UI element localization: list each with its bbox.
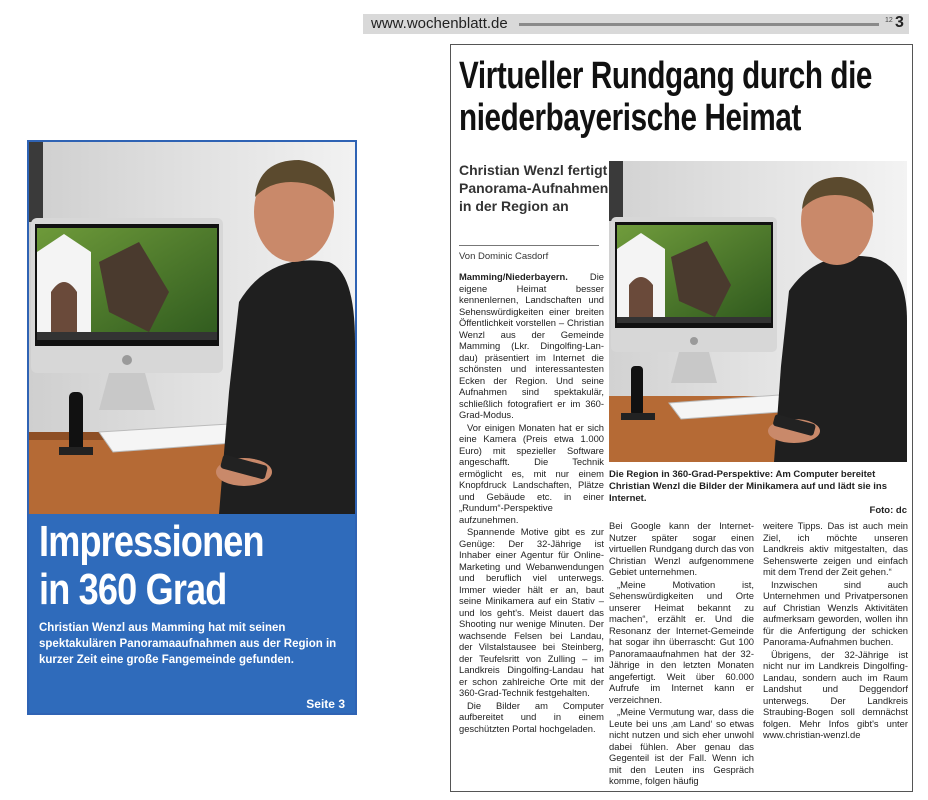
teaser-box[interactable]: [27, 140, 357, 715]
photo-man-at-computer: [29, 142, 355, 514]
page-header: [363, 14, 909, 34]
photo-caption: [609, 469, 907, 517]
paragraph: weitere Tipps. Das ist auch mein Ziel, ich möchte unseren Landkreis aktiv mitgestalten, das Sehenswerte zeigen und einfach mit dem Trend der Zeit gehen.“: [763, 520, 908, 577]
paragraph: [459, 271, 604, 421]
paragraph: Übrigens, der 32-Jährige ist nicht nur im Landkreis Dingolfing-Landau, sondern auch im Raum Landshut und Deggendorf unterwegs. Der Landkreis Straubing-Bogen soll demnächst folgen. Mehr Infos gibt's unter www.christian-wenzl.de: [763, 648, 908, 740]
photo-man-at-computer: [609, 161, 907, 462]
paragraph: Spannende Motive gibt es zur Genüge: Der 32-Jährige ist Inhaber einer Agentur für Online-Marketing und Webanwendungen und beruflich viel unterwegs. Immer wieder hält er an, baut seine Minikamera auf ein Stativ – und los geht's. Meist dauert das Shooting nur wenige Minuten. Der wachsende Felsen bei Landau, der Vilstalstausee bei Steinberg, der Teufelsritt von Zulling – im Landkreis Dingolfing-Landau hat er schon zahlreiche Orte mit der 360-Grad-Technik festgehalten.: [459, 526, 604, 698]
dateline: Mamming/Niederbayern.: [459, 271, 568, 282]
paragraph: Inzwischen sind auch Unternehmen und Privatpersonen auf Christian Wenzls Aktivitäten aufmerksam geworden, wollen ihn für die Anfertigung der schicken Panorama-Aufnahmen buchen.: [763, 578, 908, 647]
byline-rule: [459, 245, 599, 246]
article-column-1: [459, 271, 604, 735]
teaser-page-link[interactable]: Seite 3: [306, 697, 345, 711]
article-column-2: [609, 520, 754, 788]
teaser-headline-line1: Impressionen: [39, 517, 264, 566]
paragraph: Bei Google kann der Internet-Nutzer später sogar einen virtuellen Rundgang durch das von Christian Wenzl aufgenommene Gebiet unternehmen.: [609, 520, 754, 577]
site-url[interactable]: www.wochenblatt.de: [371, 15, 508, 32]
paragraph: Vor einigen Monaten hat er sich eine Kamera (Preis etwa 1.000 Euro) mit spezieller Software angeschafft. Die Technik ermöglicht es, mit nur einem Knopfdruck Landschaften, Plätze und Gebäude etc. in einer „Rundum“-Perspektive aufzunehmen.: [459, 421, 604, 525]
page-small-number: 12: [885, 17, 893, 24]
paragraph-text: Die eigene Heimat besser kennenlernen, Landschaften und Sehenswürdigkeiten einer breiten Öffentlichkeit vorstellen – Christian Wenzl aus der Gemeinde Mamming (Lkr. Dingolfing-Lan-dau) präsentiert im Internet die schönsten und interessantesten Ecken der Region. Und seine Aufnahmen sind spektakulär, schließlich fotografiert er im 360-Grad-Modus.: [459, 271, 604, 420]
page-number: 3: [895, 14, 904, 31]
paragraph: Die Bilder am Computer aufbereitet und in einem geschützten Portal hochgeladen.: [459, 699, 604, 734]
teaser-photo: [29, 142, 355, 514]
article-photo: [609, 161, 907, 462]
teaser-text-panel: [29, 514, 355, 713]
teaser-headline: [39, 518, 293, 614]
article-column-3: [763, 520, 908, 742]
paragraph: „Meine Vermutung war, dass die Leute bei uns ‚am Land‘ so etwas nicht nutzen und sich eher unwohl dabei fühlen. Aber genau das Gegenteil ist der Fall. Wenn ich mit den Leuten ins Gespräch komme, folgen häufig: [609, 706, 754, 786]
article: [450, 44, 913, 792]
photo-credit: Foto: dc: [869, 505, 907, 516]
article-byline: Von Dominic Casdorf: [459, 251, 549, 262]
header-rule: [519, 23, 879, 26]
caption-text: Die Region in 360-Grad-Perspektive: Am Computer bereitet Christian Wenzl die Bilder der Minikamera auf und lädt sie ins Internet.: [609, 469, 888, 504]
teaser-headline-line2: in 360 Grad: [39, 565, 227, 614]
paragraph: „Meine Motivation ist, Sehenswürdigkeiten und Orte unserer Heimat bekannt zu machen“, erzählt er. Und die Resonanz der Internet-Gemeinde hat sogar ihn überrascht: Gut 100 Panoramaaufnahmen hat der 32-Jährige in den letzten Monaten angefertigt. Weit über 60.000 Aufrufe im Internet kann er verzeichnen.: [609, 578, 754, 705]
article-subhead: Christian Wenzl fertigt Panorama-Aufnahmen in der Region an: [459, 162, 609, 214]
article-headline: Virtueller Rundgang durch die niederbayerische Heimat: [459, 55, 873, 139]
teaser-subline: Christian Wenzl aus Mamming hat mit seinen spektakulären Panoramaaufnahmen aus der Region in kurzer Zeit eine große Fangemeinde gefunden.: [39, 622, 337, 666]
